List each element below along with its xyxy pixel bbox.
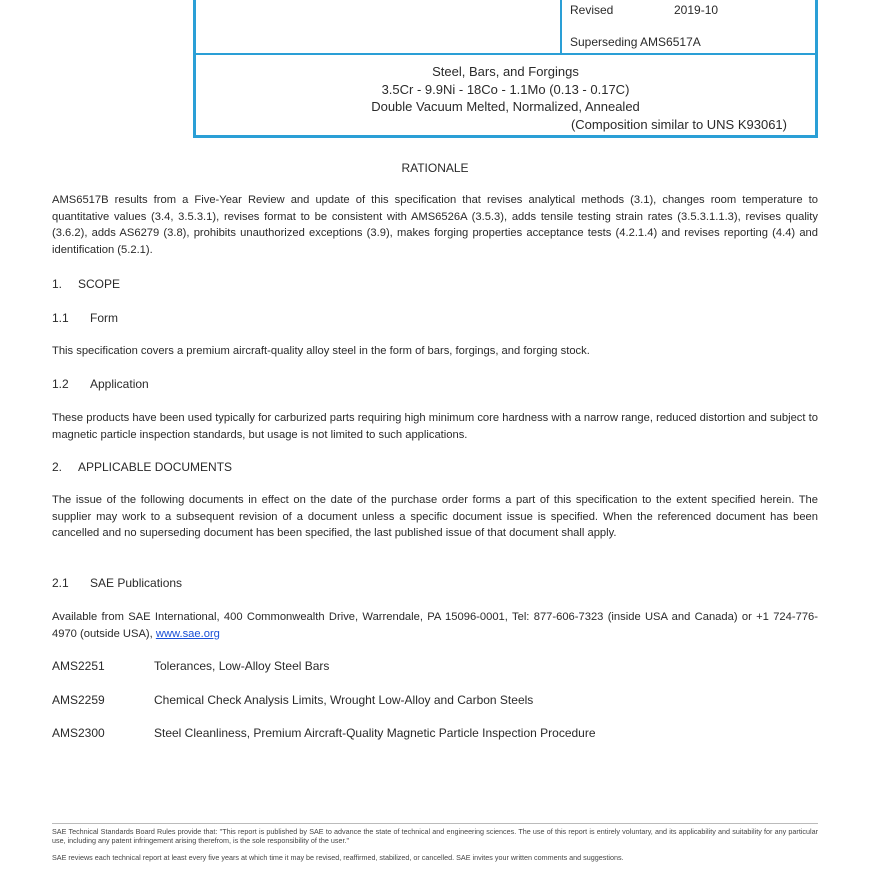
sae-website-link[interactable]: www.sae.org [155,627,220,640]
section-title: SCOPE [78,277,121,291]
revised-date: 2019-10 [674,3,719,17]
document-header-box [193,0,818,138]
section-title: APPLICABLE DOCUMENTS [78,460,233,474]
document-title [196,63,815,116]
reference-code: AMS2300 [52,726,105,740]
title-line-1: Steel, Bars, and Forgings [432,64,579,79]
application-text: These products have been used typically for carburized parts requiring high minimum core hardness with a narrow range, reduced distortion and subject to magnetic particle inspection standards, but usage is not limited to such applications. [52,412,818,441]
superseding-note: Superseding AMS6517A [570,35,701,49]
section-number: 1.1 [52,311,69,325]
section-number: 1. [52,277,63,291]
section-scope-heading [52,277,120,291]
footer-divider [52,823,818,824]
reference-code: AMS2251 [52,659,105,673]
sae-availability: Available from SAE International, 400 Commonwealth Drive, Warrendale, PA 15096-0001, Tel: 877-606-7323 (inside USA and Canada) or +1 724-776-4970 (outside USA), [52,611,818,640]
rationale-text: AMS6517B results from a Five-Year Review and update of this specification that revises analytical methods (3.1), changes room temperature to quantitative values (3.4, 3.5.3.1), revises format to be consistent with AMS6526A (3.5.3), adds tensile testing strain rates (3.5.3.1.1.3), revises quality (3.6.2), adds AS6279 (3.8), prohibits unauthorized exceptions (3.9), makes forging properties acceptance tests (4.2.1.4) and revises reporting (4.4) and identification (5.2.1). [52,194,818,256]
reference-code: AMS2259 [52,693,105,707]
composition-note: (Composition similar to UNS K93061) [570,117,787,132]
reference-title: Steel Cleanliness, Premium Aircraft-Quality Magnetic Particle Inspection Procedure [154,726,596,740]
section-title: Form [90,311,118,325]
header-divider [560,0,562,53]
footer-disclaimer: SAE Technical Standards Board Rules provide that: "This report is published by SAE to advance the state of technical and engineering sciences. The use of this report is entirely voluntary, and its applicability and suitability for any particular use, including any patent infringement arising therefrom, is the sole responsibility of the user." [52,827,818,845]
section-application-heading [52,377,149,391]
sae-text [52,609,818,642]
reference-row [52,693,533,707]
reference-row [52,659,329,673]
section-number: 2.1 [52,576,69,590]
footer-review-note: SAE reviews each technical report at least every five years at which time it may be revised, reaffirmed, stabilized, or cancelled. SAE invites your written comments and suggestions. [52,853,624,862]
section-title: Application [90,377,149,391]
title-line-3: Double Vacuum Melted, Normalized, Annealed [371,99,640,114]
reference-row [52,726,596,740]
section-number: 1.2 [52,377,69,391]
header-top-section [196,0,815,55]
applicable-text: The issue of the following documents in effect on the date of the purchase order forms a part of this specification to the extent specified herein. The supplier may work to a subsequent revision of a document unless a specific document issue is specified. When the referenced document has been cancelled and no superseding document has been specified, the last published issue of that document shall apply. [52,494,818,540]
section-number: 2. [52,460,63,474]
rationale-heading: RATIONALE [401,161,469,175]
reference-title: Chemical Check Analysis Limits, Wrought Low-Alloy and Carbon Steels [154,693,534,707]
title-line-2: 3.5Cr - 9.9Ni - 18Co - 1.1Mo (0.13 - 0.17C) [381,81,630,97]
section-title: SAE Publications [90,576,183,590]
section-form-heading [52,311,118,325]
revised-label: Revised [570,3,614,17]
form-text: This specification covers a premium aircraft-quality alloy steel in the form of bars, forgings, and forging stock. [52,345,590,357]
section-sae-heading [52,576,182,590]
section-applicable-heading [52,460,232,474]
reference-title: Tolerances, Low-Alloy Steel Bars [154,659,330,673]
